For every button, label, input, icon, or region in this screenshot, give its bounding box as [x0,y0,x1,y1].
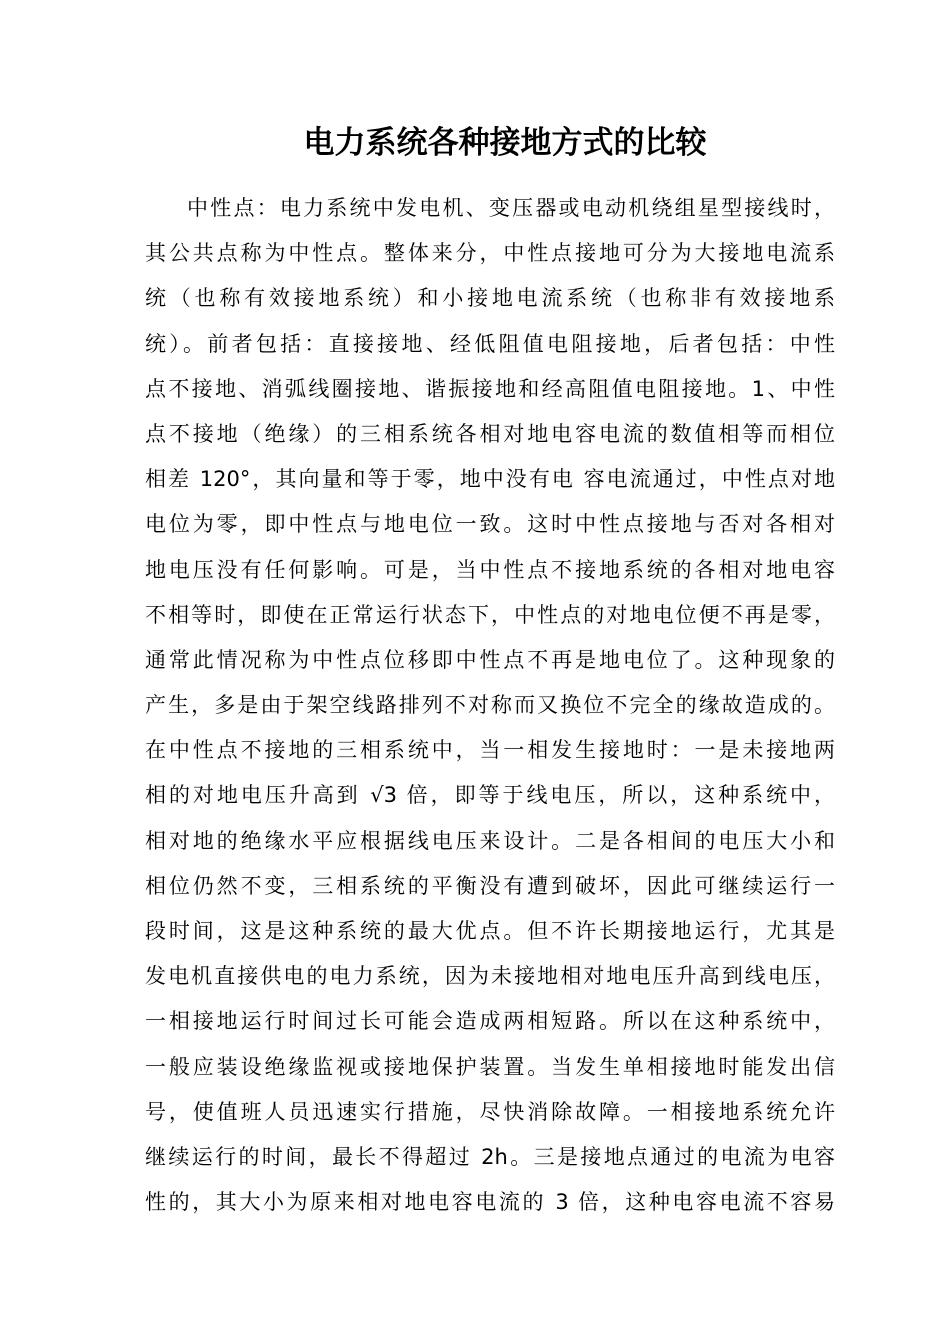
document-body [145,186,835,1225]
body-text-line: 继续运行的时间，最长不得超过 2h。三是接地点通过的电流为电容 [145,1144,835,1169]
body-text-line: 统）。前者包括：直接接地、经低阻值电阻接地，后者包括：中性 [145,331,835,356]
body-text-line: 电位为零，即中性点与地电位一致。这时中性点接地与否对各相对 [145,512,835,537]
body-text-line: 一般应装设绝缘监视或接地保护装置。当发生单相接地时能发出信 [145,1054,835,1079]
body-text-line: 相差 120°，其向量和等于零，地中没有电 容电流通过，中性点对地 [145,467,835,492]
body-text-line: 点不接地（绝缘）的三相系统各相对地电容电流的数值相等而相位 [145,421,835,446]
body-text-line: 发电机直接供电的电力系统，因为未接地相对地电压升高到线电压， [145,964,835,989]
body-text-line: 一相接地运行时间过长可能会造成两相短路。所以在这种系统中， [145,1009,835,1034]
body-text-line: 其公共点称为中性点。整体来分，中性点接地可分为大接地电流系 [145,241,835,266]
body-text-line: 通常此情况称为中性点位移即中性点不再是地电位了。这种现象的 [145,647,835,672]
body-text-line: 点不接地、消弧线圈接地、谐振接地和经高阻值电阻接地。1、中性 [145,376,835,401]
body-text-line: 段时间，这是这种系统的最大优点。但不许长期接地运行，尤其是 [145,919,835,943]
body-text-line: 性的，其大小为原来相对地电容电流的 3 倍，这种电容电流不容易 [145,1190,835,1215]
body-text-line: 不相等时，即使在正常运行状态下，中性点的对地电位便不再是零， [145,602,835,627]
body-text-line: 相位仍然不变，三相系统的平衡没有遭到破坏，因此可继续运行一 [145,873,835,898]
body-text-line: 在中性点不接地的三相系统中，当一相发生接地时：一是未接地两 [145,738,835,763]
body-text-line: 产生，多是由于架空线路排列不对称而又换位不完全的缘故造成的。 [145,693,835,718]
body-text-line: 统（也称有效接地系统）和小接地电流系统（也称非有效接地系 [145,286,835,311]
body-text-line: 号，使值班人员迅速实行措施，尽快消除故障。一相接地系统允许 [145,1099,835,1124]
body-text-line: 相的对地电压升高到 √3 倍，即等于线电压，所以，这种系统中， [145,783,835,808]
body-text-line: 地电压没有任何影响。可是，当中性点不接地系统的各相对地电容 [145,557,835,582]
body-text-line: 中性点：电力系统中发电机、变压器或电动机绕组星型接线时， [187,196,835,220]
body-text-line: 相对地的绝缘水平应根据线电压来设计。二是各相间的电压大小和 [145,828,835,853]
document-title: 电力系统各种接地方式的比较 [303,125,707,161]
